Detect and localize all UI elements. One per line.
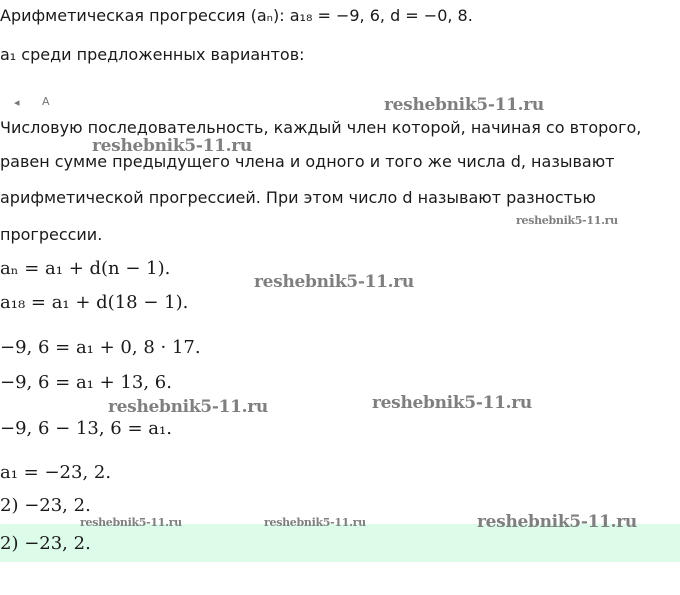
definition-line-2: равен сумме предыдущего члена и одного и того же числа d, называют <box>0 152 615 171</box>
problem-line-1: Арифметическая прогрессия (aₙ): a₁₈ = −9, 6, d = −0, 8. <box>0 6 473 25</box>
watermark: reshebnik5-11.ru <box>516 214 618 227</box>
watermark: reshebnik5-11.ru <box>372 393 532 413</box>
step-result: a₁ = −23, 2. <box>0 462 112 483</box>
step-isolate: −9, 6 − 13, 6 = a₁. <box>0 418 172 439</box>
letter-glyph: A <box>42 95 50 108</box>
watermark: reshebnik5-11.ru <box>92 136 252 156</box>
watermark: reshebnik5-11.ru <box>264 516 366 529</box>
watermark: reshebnik5-11.ru <box>80 516 182 529</box>
step-multiply: −9, 6 = a₁ + 13, 6. <box>0 372 172 393</box>
problem-line-2: a₁ среди предложенных вариантов: <box>0 45 305 64</box>
definition-line-3: арифметической прогрессией. При этом число d называют разностью <box>0 188 596 207</box>
answer-text: 2) −23, 2. <box>0 533 91 554</box>
watermark: reshebnik5-11.ru <box>477 512 637 532</box>
definition-line-4: прогрессии. <box>0 225 103 244</box>
formula-general: aₙ = a₁ + d(n − 1). <box>0 258 171 279</box>
arrow-left-icon: ◂ <box>14 96 20 109</box>
watermark: reshebnik5-11.ru <box>384 95 544 115</box>
step-substitute: −9, 6 = a₁ + 0, 8 · 17. <box>0 337 201 358</box>
definition-line-1: Числовую последовательность, каждый член которой, начиная со второго, <box>0 118 642 137</box>
choice-line: 2) −23, 2. <box>0 495 91 516</box>
watermark: reshebnik5-11.ru <box>108 397 268 417</box>
formula-n18: a₁₈ = a₁ + d(18 − 1). <box>0 292 189 313</box>
watermark: reshebnik5-11.ru <box>254 272 414 292</box>
